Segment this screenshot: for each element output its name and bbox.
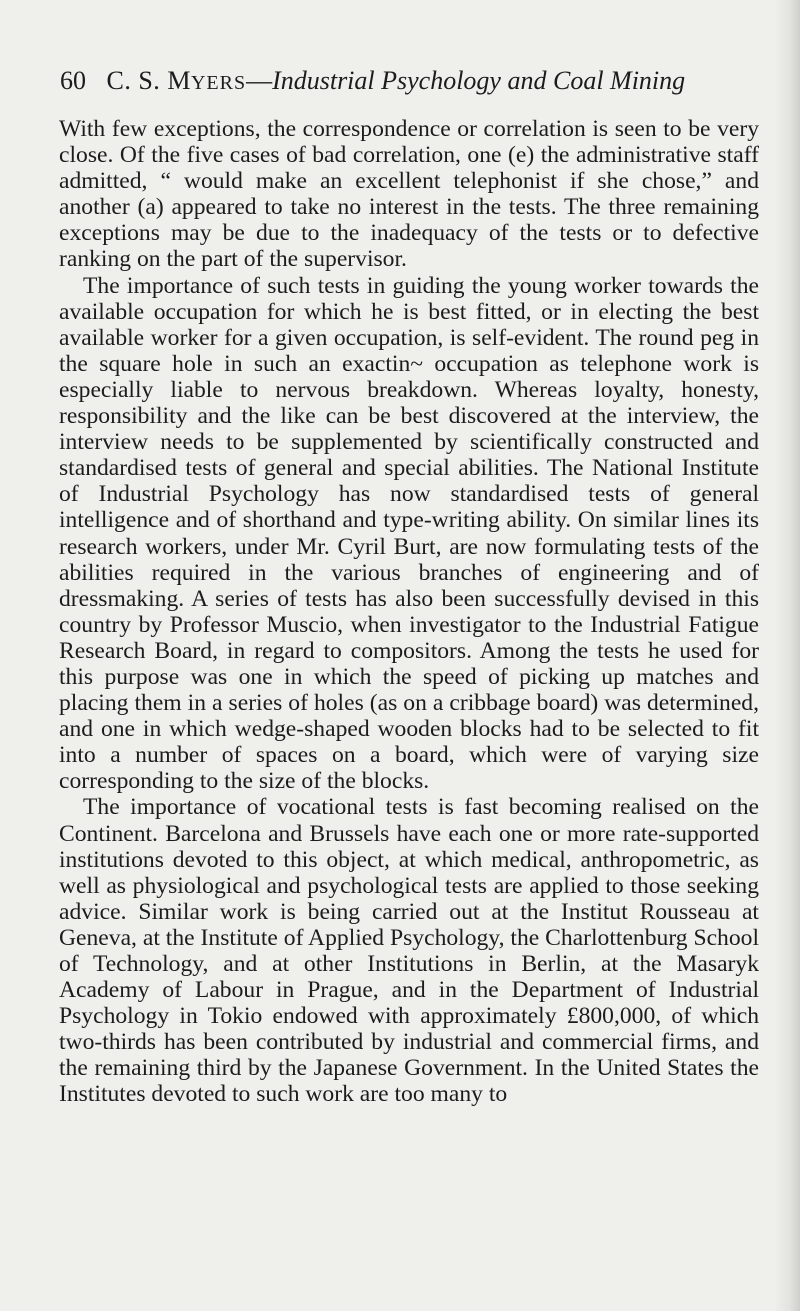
author-surname-rest: YERS xyxy=(190,72,247,94)
paragraph: With few exceptions, the correspondence or correlation is seen to be very close. Of the five cases of bad correlation, one (e) the administrative staff admitted, “ would make an excellent telephonist if she chose,” and another (a) appeared to take no interest in the tests. The three remaining exceptions may be due to the inadequacy of the tests or to defective ranking on the part of the supervisor. xyxy=(59,116,759,273)
page-number: 60 xyxy=(60,66,86,95)
author-surname-initial: M xyxy=(167,66,191,95)
running-title: Industrial Psychology and Coal Mining xyxy=(272,66,686,95)
paragraph: The importance of vocational tests is fast becoming realised on the Continent. Barcelona and Brussels have each one or more rate-supported institutions devoted to this object, at which medical, anthropometric, as well as physiological and psychological tests are applied to those seeking advice. Similar work is being carried out at the Institut Rousseau at Geneva, at the Institute of Applied Psychology, the Charlottenburg School of Technology, and at other Institutions in Berlin, at the Masaryk Academy of Labour in Prague, and in the Department of Industrial Psychology in Tokio endowed with approximately £800,000, of which two-thirds has been contributed by industrial and commercial firms, and the remaining third by the Japanese Government. In the United States the Institutes devoted to such work are too many to xyxy=(59,794,759,1108)
author-initials: C. S. xyxy=(106,66,161,95)
paragraph: The importance of such tests in guiding the young worker towards the available occupation for which he is best fitted, or in electing the best available worker for a given occupation, is self-evident. The round peg in the square hole in such an exactin~ occupation as telephone work is especially liable to nervous breakdown. Whereas loyalty, honesty, responsibility and the like can be best discovered at the interview, the interview needs to be supplemented by scientifically constructed and standardised tests of general and special abilities. The National Institute of Industrial Psychology has now standardised tests of general intelligence and of shorthand and type-writing ability. On similar lines its research workers, under Mr. Cyril Burt, are now formulating tests of the abilities required in the various branches of engineering and of dressmaking. A series of tests has also been successfully devised in this country by Professor Muscio, when investigator to the Industrial Fatigue Research Board, in regard to compositors. Among the tests he used for this purpose was one in which the speed of picking up matches and placing them in a series of holes (as on a cribbage board) was determined, and one in which wedge-shaped wooden blocks had to be selected to fit into a number of spaces on a board, which were of varying size corresponding to the size of the blocks. xyxy=(59,272,759,795)
page-edge-shadow xyxy=(774,0,800,1311)
header-separator: — xyxy=(246,66,273,95)
author-name xyxy=(107,66,247,95)
body-text xyxy=(59,116,759,1108)
running-header xyxy=(60,66,760,98)
